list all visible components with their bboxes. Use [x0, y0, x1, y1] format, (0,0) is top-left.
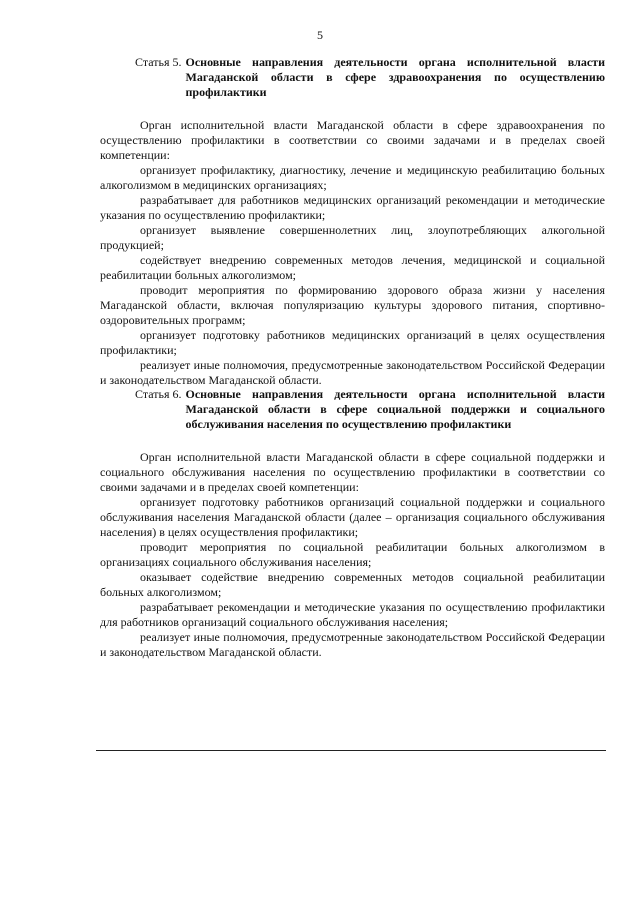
article-5-item: содействует внедрению современных методов лечения, медицинской и социальной реабилитации больных алкоголизмом;	[100, 253, 605, 282]
article-6-item: реализует иные полномочия, предусмотренные законодательством Российской Федерации и законодательством Магаданской области.	[100, 630, 605, 659]
article-6-item: организует подготовку работников организаций социальной поддержки и социального обслуживания населения Магаданской области (далее – организация социального обслуживания населения) в целях осуществления профилактики;	[100, 495, 605, 539]
article-6-intro: Орган исполнительной власти Магаданской области в сфере социальной поддержки и социального обслуживания населения по осуществлению профилактики в соответствии со своими задачами и в пределах своей компетенции:	[100, 450, 605, 494]
article-5-item: реализует иные полномочия, предусмотренные законодательством Российской Федерации и законодательством Магаданской области.	[100, 358, 605, 387]
article-6-item: оказывает содействие внедрению современных методов социальной реабилитации больных алкоголизмом;	[100, 570, 605, 599]
article-6-item: разрабатывает рекомендации и методические указания по осуществлению профилактики для работников организаций социального обслуживания населения;	[100, 600, 605, 629]
footer-divider	[96, 750, 606, 751]
page-number: 5	[317, 28, 323, 42]
article-5-heading	[135, 55, 605, 100]
article-5-intro: Орган исполнительной власти Магаданской области в сфере здравоохранения по осуществлению профилактики в соответствии со своими задачами и в пределах своей компетенции:	[100, 118, 605, 162]
article-6-heading	[135, 387, 605, 432]
article-6-item: проводит мероприятия по социальной реабилитации больных алкоголизмом в организациях социального обслуживания населения;	[100, 540, 605, 569]
article-5-label: Статья 5.	[135, 55, 182, 69]
article-6-title: Основные направления деятельности органа исполнительной власти Магаданской области в сфере социальной поддержки и социального обслуживания населения по осуществлению профилактики	[185, 387, 605, 431]
article-5-item: организует выявление совершеннолетних лиц, злоупотребляющих алкогольной продукцией;	[100, 223, 605, 252]
article-5	[100, 55, 605, 388]
article-6-label: Статья 6.	[135, 387, 182, 401]
article-5-title: Основные направления деятельности органа исполнительной власти Магаданской области в сфере здравоохранения по осуществлению профилактики	[185, 55, 605, 99]
article-5-item: организует профилактику, диагностику, лечение и медицинскую реабилитацию больных алкоголизмом в медицинских организациях;	[100, 163, 605, 192]
article-5-item: проводит мероприятия по формированию здорового образа жизни у населения Магаданской области, включая популяризацию культуры здорового питания, спортивно-оздоровительных программ;	[100, 283, 605, 327]
article-6	[100, 387, 605, 660]
article-5-item: организует подготовку работников медицинских организаций в целях осуществления профилактики;	[100, 328, 605, 357]
article-5-item: разрабатывает для работников медицинских организаций рекомендации и методические указания по осуществлению профилактики;	[100, 193, 605, 222]
